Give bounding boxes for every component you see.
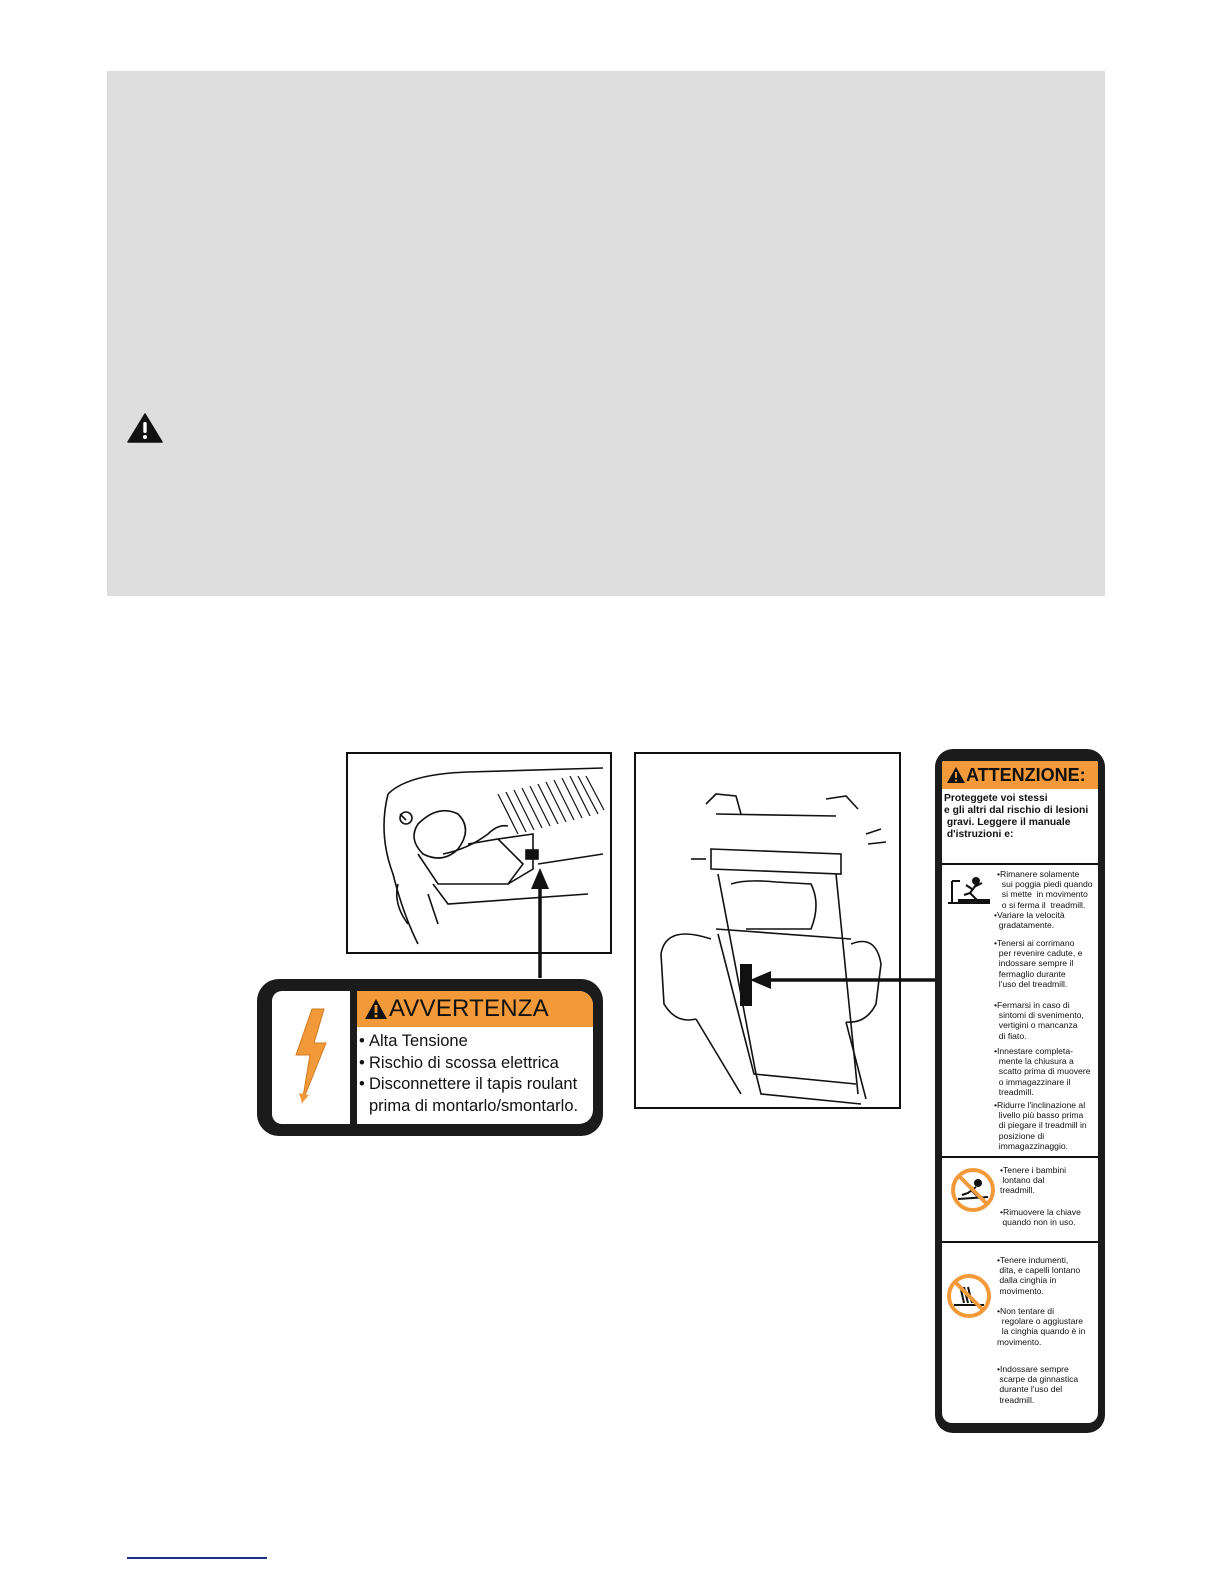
warning-triangle-icon — [127, 413, 163, 443]
avvertenza-item: prima di montarlo/smontarlo. — [369, 1096, 579, 1115]
person-falling-icon — [946, 873, 992, 907]
attenzione-item: •Non tentare di regolare o aggiustare la cinghia quando è in movimento. — [997, 1306, 1086, 1347]
avvertenza-title: AVVERTENZA — [389, 995, 549, 1022]
motor-hood-illustration — [346, 752, 612, 954]
lightning-bolt-icon — [272, 991, 350, 1124]
no-hands-icon — [946, 1273, 992, 1319]
avvertenza-warning-label — [257, 979, 603, 1136]
attenzione-item: •Rimanere solamente sui poggia piedi quando si mette in movimento o si ferma il treadmill. — [997, 869, 1093, 910]
attenzione-item: •Innestare completa- mente la chiusura a scatto prima di muovere o immagazzinare il treadmill. — [994, 1046, 1091, 1097]
avvertenza-icon-panel — [272, 991, 350, 1124]
attenzione-title: ATTENZIONE: — [966, 764, 1086, 785]
attenzione-item: •Tenere i bambini lontano dal treadmill. — [1000, 1165, 1067, 1196]
divider — [942, 1156, 1098, 1158]
attenzione-item: •Rimuovere la chiave quando non in uso. — [1000, 1207, 1081, 1228]
avvertenza-item: • Alta Tensione — [359, 1032, 468, 1050]
attenzione-item: •Tenere indumenti, dita, e capelli lontano dalla cinghia in movimento. — [997, 1255, 1081, 1296]
warning-triangle-icon — [946, 766, 966, 784]
attenzione-item: •Fermarsi in caso di sintomi di svenimento, vertigini o mancanza di fiato. — [994, 1000, 1084, 1041]
avvertenza-header — [357, 991, 593, 1027]
gray-text-panel — [107, 71, 1105, 596]
avvertenza-item: • Disconnettere il tapis roulant — [359, 1075, 578, 1093]
attenzione-warning-label — [935, 749, 1105, 1433]
footer-rule — [127, 1557, 267, 1559]
avvertenza-item: • Rischio di scossa elettrica — [359, 1053, 559, 1072]
no-children-icon — [950, 1167, 996, 1213]
warning-triangle-icon — [363, 997, 389, 1021]
divider — [942, 863, 1098, 865]
attenzione-header — [942, 761, 1098, 789]
divider — [942, 1241, 1098, 1243]
attenzione-item: •Ridurre l'inclinazione al livello più basso prima di piegare il treadmill in posizione di immagazzinaggio. — [994, 1100, 1087, 1151]
attenzione-body — [942, 761, 1098, 1423]
attenzione-item: •Indossare sempre scarpe da ginnastica durante l'uso del treadmill. — [997, 1364, 1079, 1405]
avvertenza-body — [357, 991, 593, 1124]
folded-treadmill-illustration — [634, 752, 901, 1109]
attenzione-item: •Variare la velocità gradatamente. — [994, 910, 1065, 931]
attenzione-item: •Tenersi ai corrimano per revenire cadute, e indossare sempre il fermaglio durante l'uso del treadmill. — [994, 938, 1083, 989]
attenzione-intro: Proteggete voi stessi e gli altri dal rischio di lesioni gravi. Leggere il manuale d'istruzioni e: — [944, 793, 1089, 840]
avvertenza-list — [357, 1027, 593, 1117]
